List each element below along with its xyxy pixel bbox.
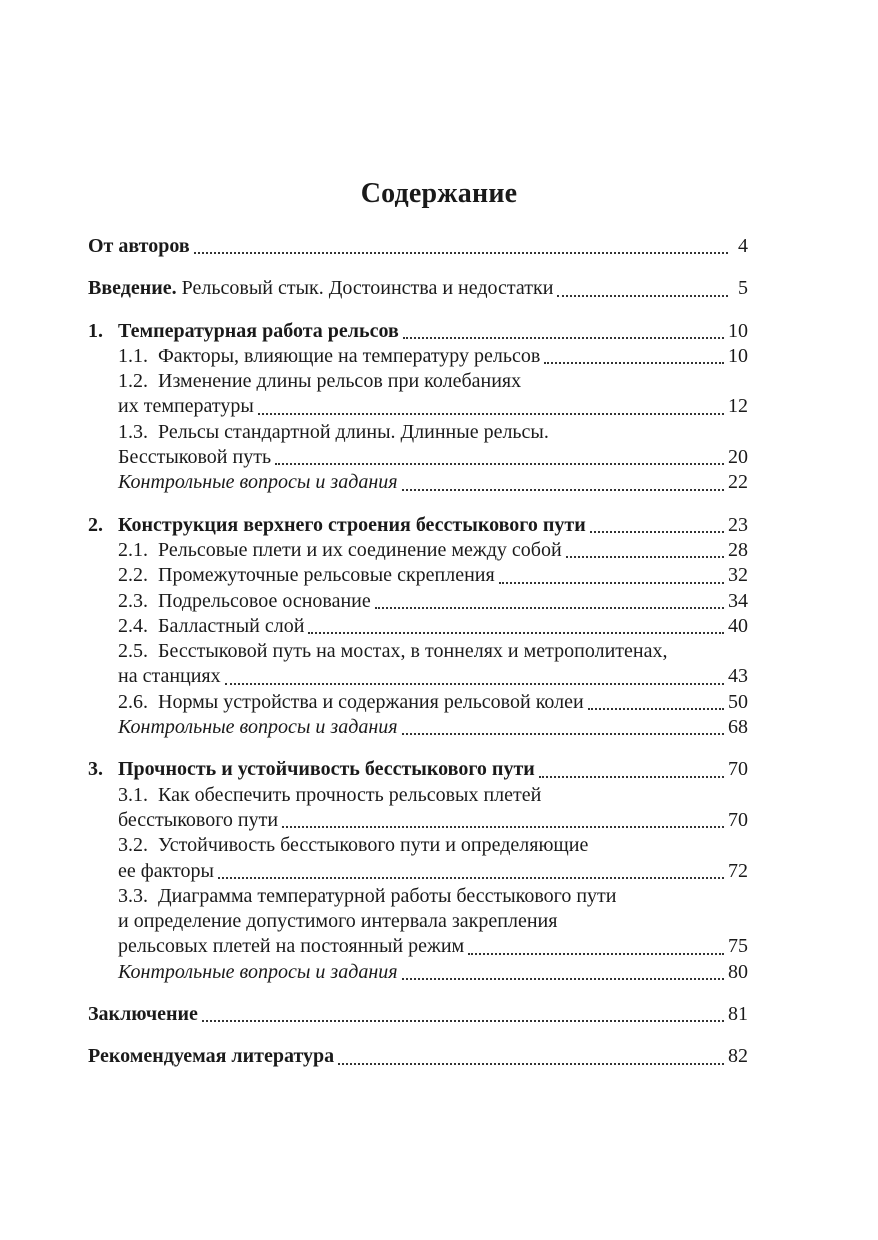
toc-section-2-1[interactable] xyxy=(88,538,748,563)
dot-leader xyxy=(403,335,724,339)
toc-section-2-6[interactable] xyxy=(88,690,748,715)
toc-page-number: 81 xyxy=(728,1003,748,1026)
toc-page-number: 20 xyxy=(728,446,748,469)
toc-section-1-2[interactable] xyxy=(88,394,748,419)
toc-page-number: 4 xyxy=(738,235,748,257)
toc-section-3-1-line1: 3.1. Как обеспечить прочность рельсовых плетей xyxy=(118,783,542,806)
toc-page-number: 75 xyxy=(728,935,748,958)
toc-page-number: 34 xyxy=(728,589,748,612)
toc-section-3-3-line1: 3.3. Диаграмма температурной работы бесстыкового пути xyxy=(118,884,617,907)
toc-page-number: 22 xyxy=(728,471,748,494)
toc-questions-3[interactable] xyxy=(88,960,748,985)
toc-section-3-3-line2: и определение допустимого интервала закрепления xyxy=(118,910,558,933)
page-title: Содержание xyxy=(360,178,518,209)
toc-section-2-2[interactable] xyxy=(88,563,748,588)
toc-page-number: 23 xyxy=(728,513,748,536)
toc-section-1-3-line1: 1.3. Рельсы стандартной длины. Длинные рельсы. xyxy=(118,420,549,443)
toc-section-1-2-line1: 1.2. Изменение длины рельсов при колебаниях xyxy=(118,370,522,393)
dot-leader xyxy=(590,529,724,533)
toc-page-number: 72 xyxy=(728,859,748,882)
toc-label: 2.3. Подрельсовое основание xyxy=(118,589,371,612)
toc-section-2-5-line1: 2.5. Бесстыковой путь на мостах, в тоннелях и метрополитенах, xyxy=(118,640,668,663)
dot-leader xyxy=(338,1061,724,1065)
toc-label: 1.1. Факторы, влияющие на температуру рельсов xyxy=(118,344,541,367)
dot-leader xyxy=(499,580,724,584)
dot-leader xyxy=(468,951,724,955)
toc-label: 1. Температурная работа рельсов xyxy=(88,319,399,342)
dot-leader xyxy=(539,774,724,778)
toc-label: Контрольные вопросы и задания xyxy=(118,471,398,494)
toc-label: От авторов xyxy=(88,235,190,257)
dot-leader xyxy=(282,824,724,828)
toc-chapter-1[interactable] xyxy=(88,319,748,344)
dot-leader xyxy=(275,461,724,465)
toc-label: Контрольные вопросы и задания xyxy=(118,716,398,739)
toc-page-number: 10 xyxy=(728,344,748,367)
toc-page-number: 68 xyxy=(728,716,748,739)
toc-label: их температуры xyxy=(118,395,254,418)
toc-label: Рекомендуемая литература xyxy=(88,1045,335,1068)
toc-chapter-2[interactable] xyxy=(88,513,748,538)
toc-section-1-3[interactable] xyxy=(88,445,748,470)
toc-page-number: 82 xyxy=(728,1045,748,1068)
dot-leader xyxy=(202,1018,724,1022)
toc-page-number: 50 xyxy=(728,690,748,713)
toc-label: 3. Прочность и устойчивость бесстыкового пути xyxy=(88,758,535,781)
toc-section-2-4[interactable] xyxy=(88,614,748,639)
toc-label: Введение. Рельсовый стык. Достоинства и недостатки xyxy=(88,277,554,300)
toc-page-number: 80 xyxy=(728,960,748,983)
toc-label: 2.6. Нормы устройства и содержания рельсовой колеи xyxy=(118,690,584,713)
toc-label: 2.1. Рельсовые плети и их соединение между собой xyxy=(118,538,562,561)
dot-leader xyxy=(557,293,728,297)
toc-page-number: 70 xyxy=(728,808,748,831)
toc-label: 2.4. Балластный слой xyxy=(118,614,305,637)
toc-entry-literature[interactable] xyxy=(88,1044,748,1069)
toc-label: ее факторы xyxy=(118,859,214,882)
dot-leader xyxy=(402,976,724,980)
toc-label: рельсовых плетей на постоянный режим xyxy=(118,935,465,958)
toc-entry-conclusion[interactable] xyxy=(88,1002,748,1027)
toc-questions-2[interactable] xyxy=(88,715,748,740)
toc-page-number: 40 xyxy=(728,614,748,637)
toc-label: на станциях xyxy=(118,665,221,688)
dot-leader xyxy=(402,731,724,735)
toc-section-3-3[interactable] xyxy=(88,934,748,959)
toc-chapter-3[interactable] xyxy=(88,757,748,782)
toc-page-number: 70 xyxy=(728,758,748,781)
toc-section-3-1[interactable] xyxy=(88,808,748,833)
toc-section-1-1[interactable] xyxy=(88,344,748,369)
dot-leader xyxy=(588,706,724,710)
toc-section-2-3[interactable] xyxy=(88,589,748,614)
toc-section-3-2[interactable] xyxy=(88,859,748,884)
toc-entry-intro[interactable] xyxy=(88,276,748,301)
toc-label: Бесстыковой путь xyxy=(118,446,272,469)
toc-page-number: 32 xyxy=(728,564,748,587)
toc-page-number: 28 xyxy=(728,538,748,561)
toc-page-number: 12 xyxy=(728,395,748,418)
dot-leader xyxy=(402,487,724,491)
dot-leader xyxy=(544,360,724,364)
toc-page-number: 10 xyxy=(728,319,748,342)
dot-leader xyxy=(218,875,724,879)
dot-leader xyxy=(566,554,724,558)
dot-leader xyxy=(375,605,724,609)
toc-label: 2.2. Промежуточные рельсовые скрепления xyxy=(118,564,495,587)
table-of-contents xyxy=(88,234,748,1070)
toc-label: Заключение xyxy=(88,1003,198,1026)
dot-leader xyxy=(194,250,728,254)
toc-label: 2. Конструкция верхнего строения бесстыкового пути xyxy=(88,513,586,536)
dot-leader xyxy=(308,630,724,634)
toc-label: Контрольные вопросы и задания xyxy=(118,960,398,983)
toc-section-3-2-line1: 3.2. Устойчивость бесстыкового пути и определяющие xyxy=(118,834,589,857)
toc-questions-1[interactable] xyxy=(88,470,748,495)
toc-entry-authors[interactable] xyxy=(88,234,748,259)
toc-section-2-5[interactable] xyxy=(88,664,748,689)
dot-leader xyxy=(225,681,724,685)
dot-leader xyxy=(258,411,724,415)
toc-label: бесстыкового пути xyxy=(118,808,279,831)
toc-page-number: 5 xyxy=(738,277,748,300)
toc-page-number: 43 xyxy=(728,665,748,688)
